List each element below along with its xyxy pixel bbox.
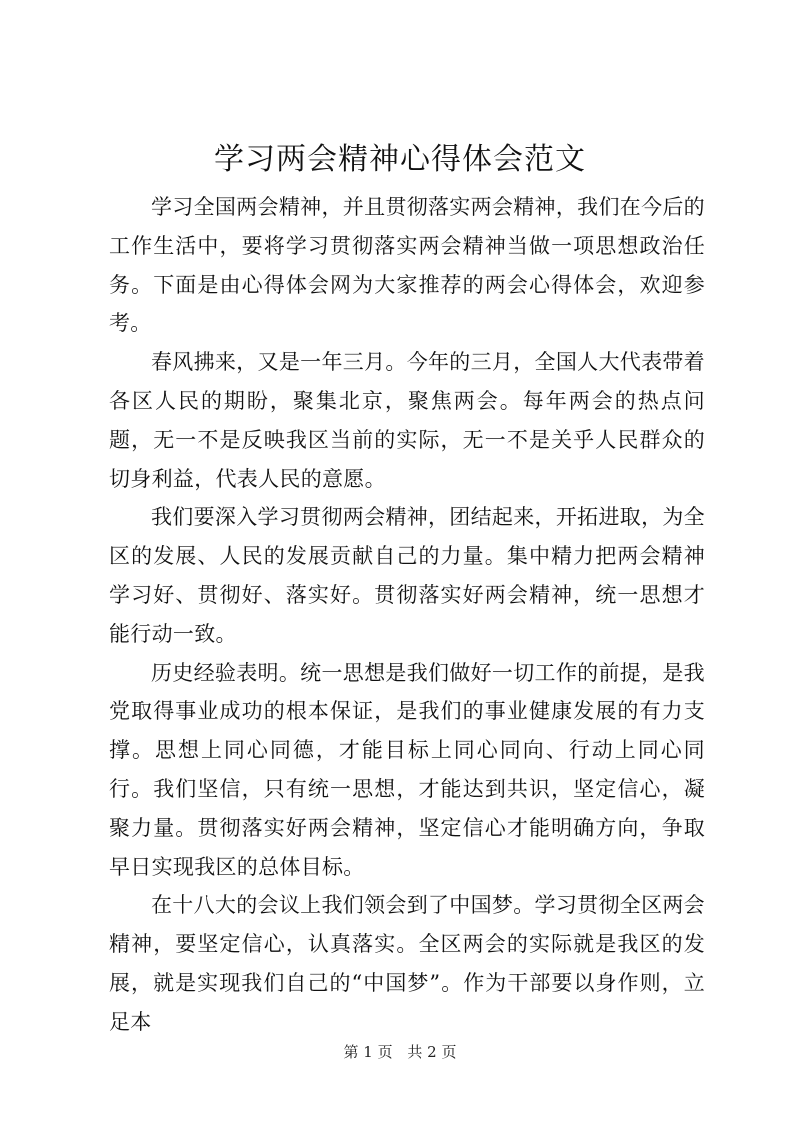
- paragraph: 学习全国两会精神，并且贯彻落实两会精神，我们在今后的工作生活中，要将学习贯彻落实两会精神当做一项思想政治任务。下面是由心得体会网为大家推荐的两会心得体会，欢迎参考。: [109, 195, 705, 336]
- paragraph: 我们要深入学习贯彻两会精神，团结起来，开拓进取，为全区的发展、人民的发展贡献自己的力量。集中精力把两会精神学习好、贯彻好、落实好。贯彻落实好两会精神，统一思想才能行动一致。: [109, 505, 705, 646]
- page-footer: [0, 1042, 800, 1062]
- page-number: 第 1 页: [343, 1043, 393, 1061]
- paragraph: 历史经验表明。统一思想是我们做好一切工作的前提，是我党取得事业成功的根本保证，是我们的事业健康发展的有力支撑。思想上同心同德，才能目标上同心同向、行动上同心同行。我们坚信，只有统一思想，才能达到共识，坚定信心，凝聚力量。贯彻落实好两会精神，坚定信心才能明确方向，争取早日实现我区的总体目标。: [109, 660, 705, 879]
- paragraph: 春风拂来，又是一年三月。今年的三月，全国人大代表带着各区人民的期盼，聚集北京，聚焦两会。每年两会的热点问题，无一不是反映我区当前的实际，无一不是关乎人民群众的切身利益，代表人民的意愿。: [109, 350, 705, 491]
- paragraph: 在十八大的会议上我们领会到了中国梦。学习贯彻全区两会精神，要坚定信心，认真落实。全区两会的实际就是我区的发展，就是实现我们自己的“中国梦”。作为干部要以身作则，立足本: [109, 893, 705, 1034]
- document-body: [109, 188, 705, 1042]
- document-title: 学习两会精神心得体会范文: [214, 142, 586, 177]
- page-total: 共 2 页: [407, 1043, 457, 1061]
